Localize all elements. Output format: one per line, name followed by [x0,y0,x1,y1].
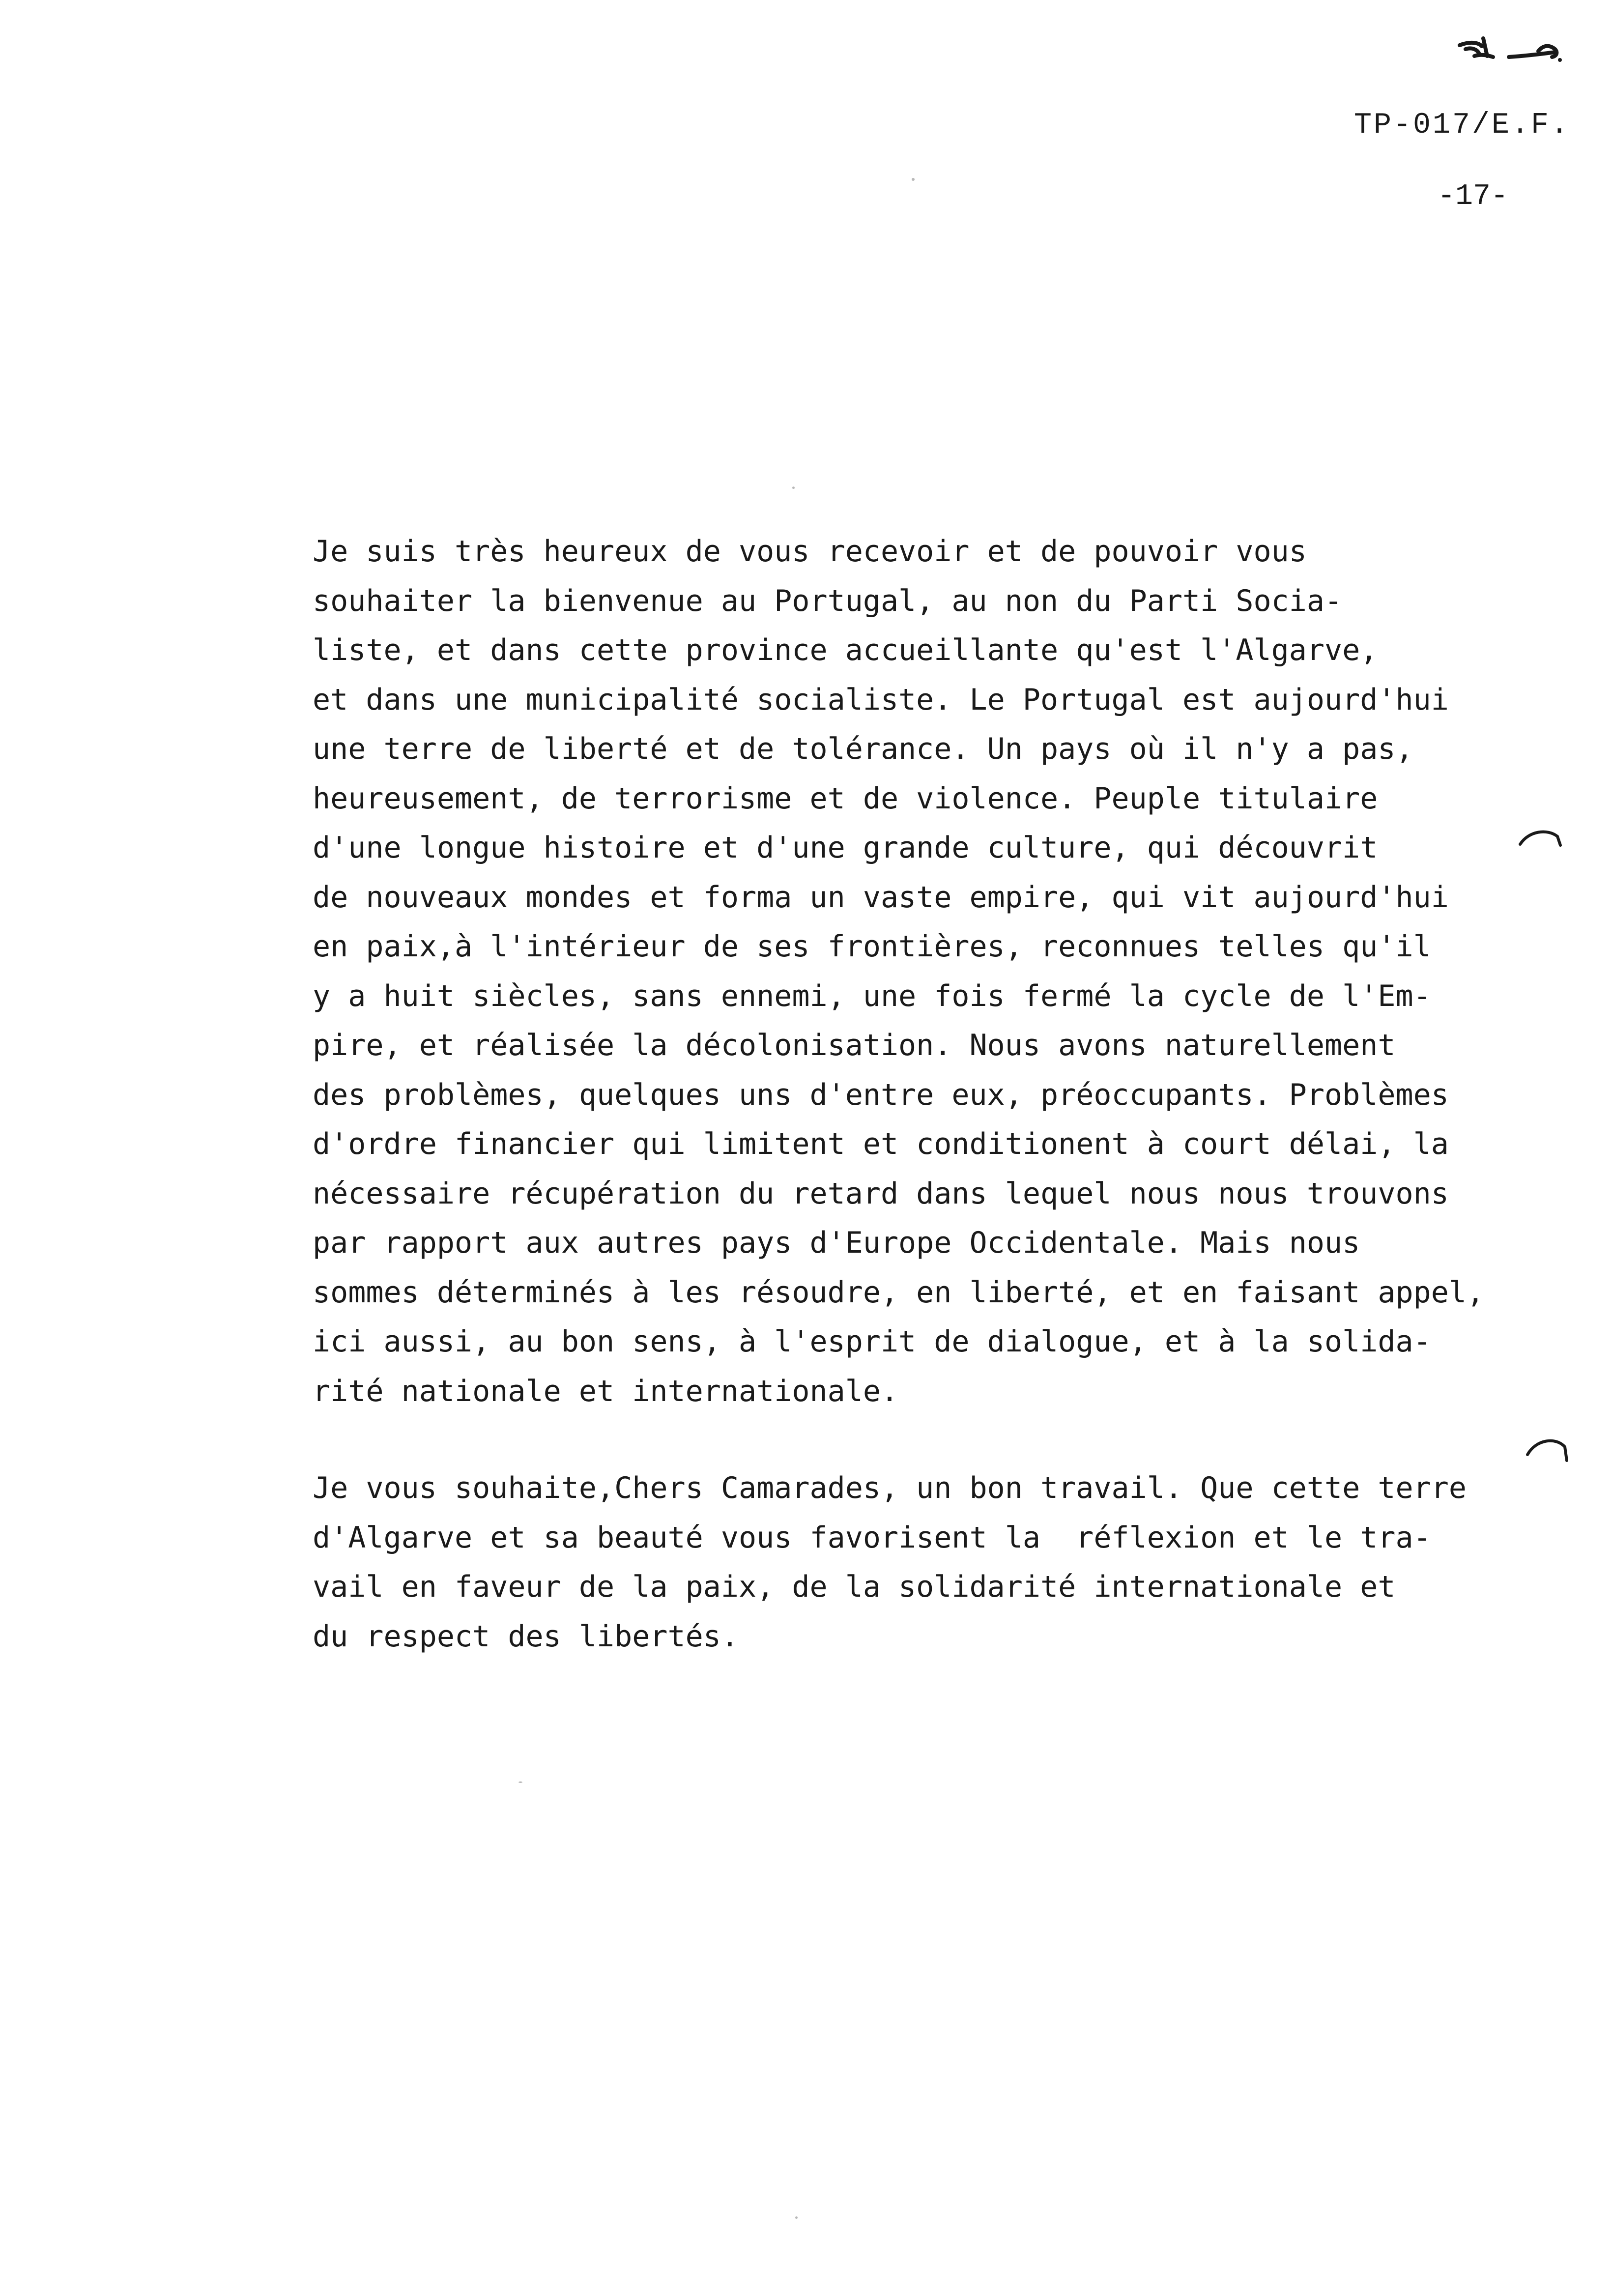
text-line: du respect des libertés. [313,1619,739,1654]
handwritten-arc-mark [1524,1435,1573,1469]
scan-speck [518,1781,522,1783]
text-line: d'Algarve et sa beauté vous favorisent la réflexion et le tra- [313,1520,1431,1555]
text-line: des problèmes, quelques uns d'entre eux, préoccupants. Problèmes [313,1077,1449,1112]
text-line: heureusement, de terrorisme et de violence. Peuple titulaire [313,781,1378,816]
text-line: d'une longue histoire et d'une grande culture, qui découvrit [313,831,1378,865]
text-line: nécessaire récupération du retard dans lequel nous nous trouvons [313,1176,1449,1211]
document-reference: TP-017/E.F. [1354,109,1571,142]
text-line: souhaiter la bienvenue au Portugal, au non du Parti Socia- [313,583,1343,618]
handwritten-initial-mark [1455,34,1568,69]
text-line: Je suis très heureux de vous recevoir et de pouvoir vous [313,534,1307,569]
scan-speck [792,487,795,489]
text-line: ici aussi, au bon sens, à l'esprit de dialogue, et à la solida- [313,1324,1431,1359]
scan-speck [912,178,915,181]
page-number: -17- [1438,180,1509,213]
body-paragraph-2 [313,1464,1467,1661]
text-line: en paix,à l'intérieur de ses frontières, reconnues telles qu'il [313,929,1431,964]
handwritten-arc-mark [1516,826,1565,860]
scan-speck [795,2216,798,2219]
text-line: Je vous souhaite,Chers Camarades, un bon travail. Que cette terre [313,1471,1467,1505]
text-line: rité nationale et internationale. [313,1374,899,1408]
text-line: vail en faveur de la paix, de la solidarité internationale et [313,1570,1396,1604]
text-line: par rapport aux autres pays d'Europe Occidentale. Mais nous [313,1226,1360,1260]
text-line: et dans une municipalité socialiste. Le Portugal est aujourd'hui [313,682,1449,717]
text-line: pire, et réalisée la décolonisation. Nous avons naturellement [313,1028,1396,1062]
text-line: y a huit siècles, sans ennemi, une fois fermé la cycle de l'Em- [313,978,1431,1013]
text-line: une terre de liberté et de tolérance. Un pays où il n'y a pas, [313,732,1413,766]
text-line: d'ordre financier qui limitent et conditionent à court délai, la [313,1127,1449,1161]
text-line: de nouveaux mondes et forma un vaste empire, qui vit aujourd'hui [313,880,1449,915]
body-paragraph-1 [313,527,1484,1416]
text-line: sommes déterminés à les résoudre, en liberté, et en faisant appel, [313,1275,1485,1310]
text-line: liste, et dans cette province accueillante qu'est l'Algarve, [313,633,1378,667]
